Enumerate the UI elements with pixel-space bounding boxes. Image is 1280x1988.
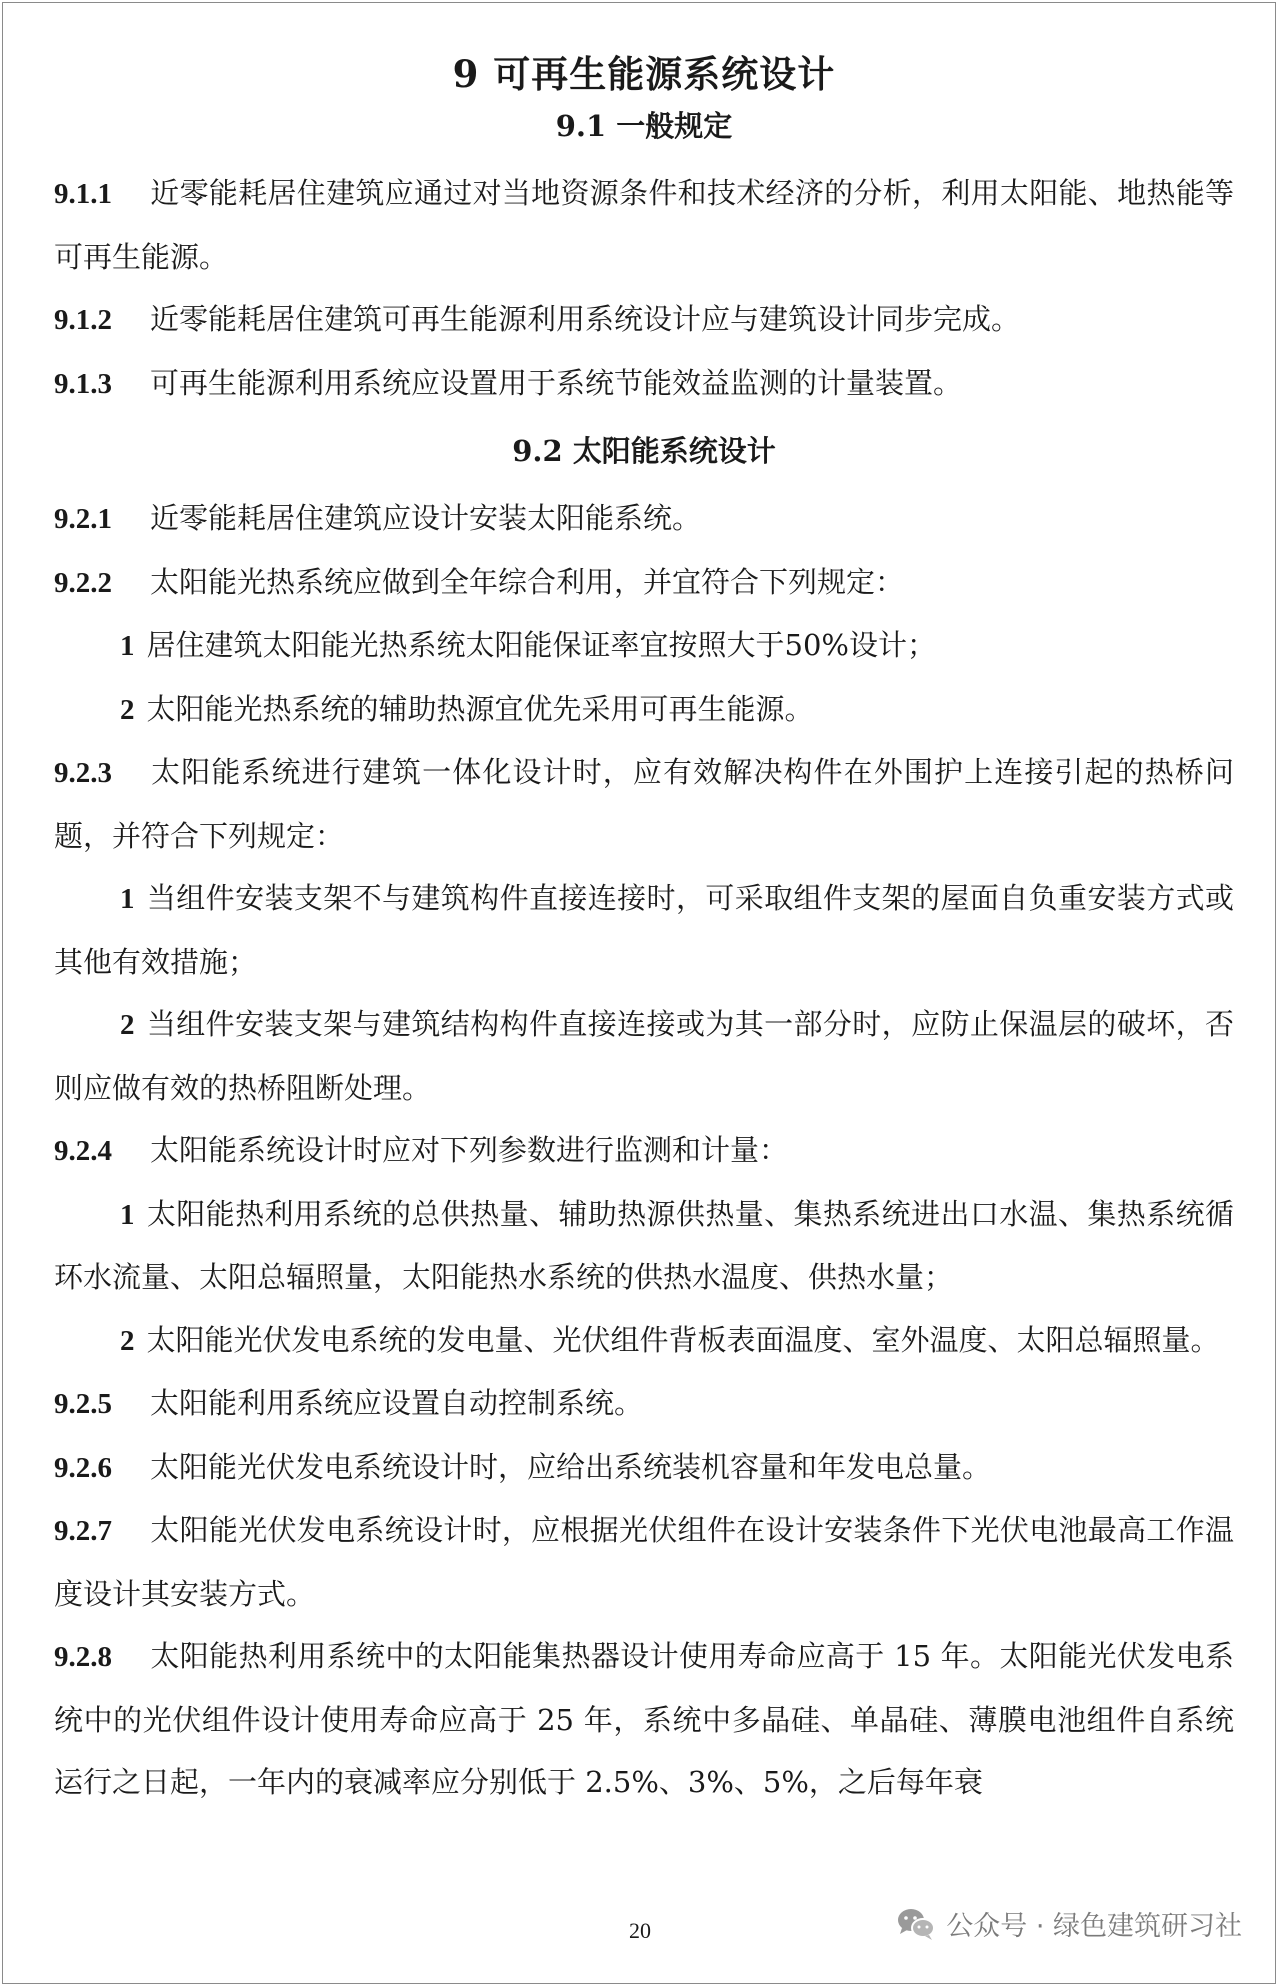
clause-9-1-2 [54, 288, 1234, 352]
clause-number: 9.2.4 [54, 1135, 112, 1167]
clause-text: 太阳能光伏发电系统设计时，应给出系统装机容量和年发电总量。 [150, 1449, 992, 1484]
item-number: 1 [120, 630, 135, 662]
clause-number: 9.2.3 [54, 757, 112, 789]
list-item [54, 678, 1234, 742]
clause-number: 9.1.1 [54, 178, 112, 210]
page-number: 20 [629, 1918, 651, 1943]
chapter-title: 9 可再生能源系统设计 [452, 52, 836, 96]
clause-9-2-8 [54, 1625, 1234, 1814]
list-item [54, 614, 1234, 678]
clause-text: 太阳能光热系统应做到全年综合利用，并宜符合下列规定： [150, 564, 905, 599]
list-item [54, 1183, 1234, 1309]
section-title-9-2: 9.2 太阳能系统设计 [512, 434, 776, 468]
clause-number: 9.2.6 [54, 1451, 112, 1484]
clause-9-2-3 [54, 741, 1234, 867]
clause-number: 9.2.1 [54, 503, 112, 535]
item-number: 2 [120, 1324, 135, 1357]
item-number: 1 [120, 1198, 135, 1231]
item-text: 太阳能光热系统的辅助热源宜优先采用可再生能源。 [146, 691, 814, 726]
clause-text: 近零能耗居住建筑应通过对当地资源条件和技术经济的分析，利用太阳能、地热能等可再生能源。 [54, 176, 1234, 274]
item-text: 当组件安装支架与建筑结构构件直接连接或为其一部分时，应防止保温层的破坏，否则应做有效的热桥阻断处理。 [54, 1007, 1234, 1105]
clause-number: 9.2.7 [54, 1515, 112, 1547]
clause-text: 太阳能系统设计时应对下列参数进行监测和计量： [150, 1133, 789, 1167]
item-number: 1 [120, 883, 135, 915]
wechat-icon [896, 1907, 936, 1941]
clause-number: 9.1.3 [54, 367, 112, 400]
clause-9-2-5 [54, 1372, 1234, 1436]
item-number: 2 [120, 693, 135, 726]
clause-text: 太阳能热利用系统中的太阳能集热器设计使用寿命应高于 15 年。太阳能光伏发电系统中的光伏组件设计使用寿命应高于 25 年，系统中多晶硅、单晶硅、薄膜电池组件自系统运行之日起，一年内的衰减率应分别低于 2.5%、3%、5%，之后每年衰 [54, 1639, 1234, 1799]
clause-number: 9.2.5 [54, 1388, 112, 1420]
clause-9-2-1 [54, 487, 1234, 551]
clause-9-2-2 [54, 551, 1234, 615]
item-text: 居住建筑太阳能光热系统太阳能保证率宜按照大于50%设计； [146, 628, 936, 662]
section-title-9-1: 9.1 一般规定 [555, 109, 733, 143]
wechat-watermark [896, 1904, 1242, 1943]
clause-text: 太阳能利用系统应设置自动控制系统。 [150, 1386, 644, 1420]
clause-text: 近零能耗居住建筑可再生能源利用系统设计应与建筑设计同步完成。 [150, 302, 1021, 336]
clause-number: 9.2.2 [54, 566, 112, 599]
item-number: 2 [120, 1009, 135, 1041]
document-body [54, 44, 1234, 1814]
item-text: 太阳能热利用系统的总供热量、辅助热源供热量、集热系统进出口水温、集热系统循环水流量、太阳总辐照量，太阳能热水系统的供热水温度、供热水量； [54, 1196, 1234, 1294]
clause-9-2-7 [54, 1499, 1234, 1625]
clause-text: 太阳能系统进行建筑一体化设计时，应有效解决构件在外围护上连接引起的热桥问题，并符合下列规定： [54, 755, 1234, 853]
clause-9-2-6 [54, 1436, 1234, 1500]
clause-9-1-1 [54, 162, 1234, 288]
list-item [54, 993, 1234, 1119]
clause-9-2-4 [54, 1119, 1234, 1183]
clause-number: 9.2.8 [54, 1641, 112, 1673]
watermark-text: 公众号 · 绿色建筑研习社 [946, 1911, 1242, 1942]
clause-text: 太阳能光伏发电系统设计时，应根据光伏组件在设计安装条件下光伏电池最高工作温度设计其安装方式。 [54, 1513, 1234, 1611]
item-text: 太阳能光伏发电系统的发电量、光伏组件背板表面温度、室外温度、太阳总辐照量。 [146, 1322, 1220, 1357]
list-item [54, 867, 1234, 993]
clause-text: 近零能耗居住建筑应设计安装太阳能系统。 [150, 501, 702, 535]
clause-9-1-3 [54, 352, 1234, 416]
item-text: 当组件安装支架不与建筑构件直接连接时，可采取组件支架的屋面自负重安装方式或其他有效措施； [54, 881, 1234, 979]
list-item [54, 1309, 1234, 1373]
clause-number: 9.1.2 [54, 304, 112, 336]
clause-text: 可再生能源利用系统应设置用于系统节能效益监测的计量装置。 [150, 365, 963, 400]
